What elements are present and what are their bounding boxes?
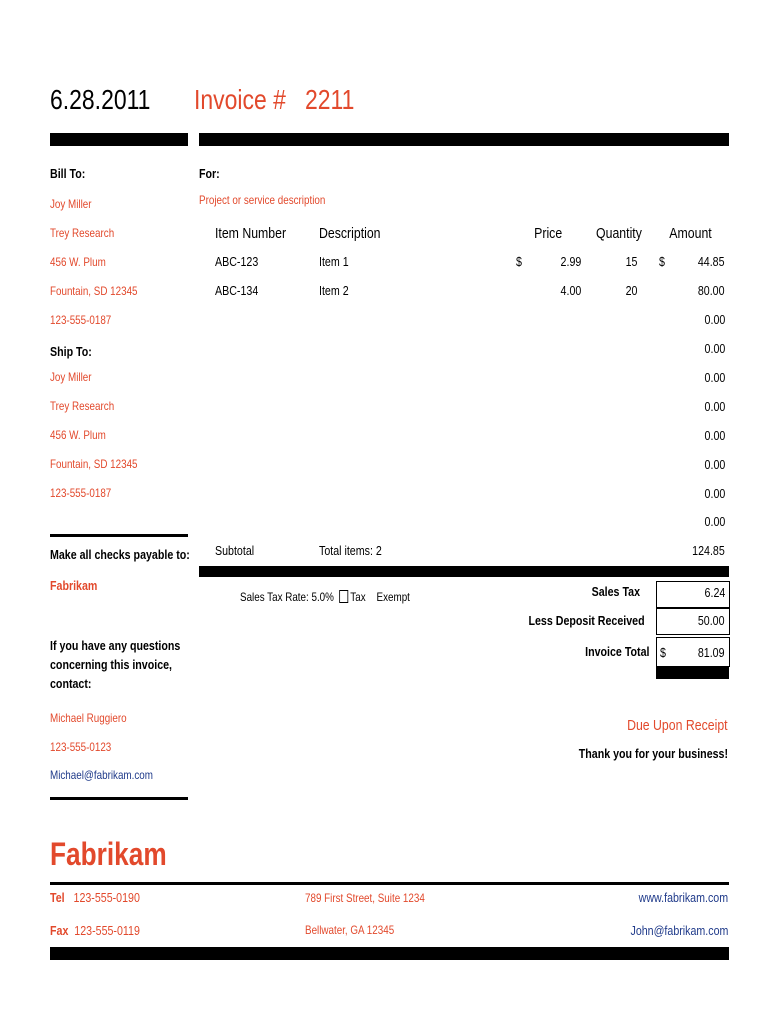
table-row-amount-currency: $: [659, 254, 665, 269]
due-upon-receipt: Due Upon Receipt: [627, 717, 728, 734]
ship-to-name: Joy Miller: [50, 370, 92, 384]
payable-label: Make all checks payable to:: [50, 547, 190, 562]
deposit-value: 50.00: [698, 613, 725, 628]
tel-number: 123-555-0190: [73, 890, 140, 905]
footer-top-bar: [50, 882, 729, 885]
footer-bottom-bar: [50, 947, 729, 960]
fax-label: Fax: [50, 923, 69, 938]
thank-you: Thank you for your business!: [578, 746, 728, 761]
col-amount: Amount: [669, 225, 712, 242]
total-items: Total items: 2: [319, 543, 382, 558]
invoice-total-value: 81.09: [698, 645, 725, 660]
table-row-item: ABC-123: [215, 254, 259, 269]
footer-fax: [50, 923, 160, 938]
bill-to-phone: 123-555-0187: [50, 313, 112, 327]
footer-address2: Bellwater, GA 12345: [305, 923, 395, 937]
total-currency: $: [660, 645, 666, 660]
left-bottom-divider: [50, 797, 188, 800]
table-row-desc: Item 2: [319, 283, 349, 298]
sales-tax-label: Sales Tax: [591, 584, 640, 599]
header-bar-right: [199, 133, 729, 146]
empty-row-amount: 0.00: [704, 486, 725, 501]
footer-address1: 789 First Street, Suite 1234: [305, 891, 425, 905]
table-row-price: 2.99: [560, 254, 581, 269]
ship-to-label: Ship To:: [50, 344, 92, 359]
col-item-number: Item Number: [215, 225, 287, 242]
total-underbar: [656, 666, 729, 679]
table-row-item: ABC-134: [215, 283, 259, 298]
table-row-desc: Item 1: [319, 254, 349, 269]
contact-name: Michael Ruggiero: [50, 711, 127, 725]
tel-label: Tel: [50, 890, 65, 905]
header-bar-left: [50, 133, 188, 146]
col-quantity: Quantity: [596, 225, 642, 242]
contact-phone: 123-555-0123: [50, 740, 112, 754]
empty-row-amount: 0.00: [704, 514, 725, 529]
col-price: Price: [533, 225, 562, 242]
invoice-total-label: Invoice Total: [584, 644, 649, 659]
footer-tel: [50, 890, 160, 905]
bill-to-name: Joy Miller: [50, 197, 92, 211]
empty-row-amount: 0.00: [704, 399, 725, 414]
ship-to-company: Trey Research: [50, 399, 115, 413]
ship-to-city: Fountain, SD 12345: [50, 457, 138, 471]
invoice-number: 2211: [305, 84, 355, 115]
project-description: Project or service description: [199, 193, 326, 207]
ship-to-street: 456 W. Plum: [50, 428, 106, 442]
table-row-amount: 80.00: [698, 283, 725, 298]
invoice-date: 6.28.2011: [50, 84, 151, 115]
footer-company: Fabrikam: [50, 836, 167, 872]
table-row-qty: 15: [625, 254, 637, 269]
sales-tax-value: 6.24: [704, 585, 725, 600]
tax-rate-line: [240, 590, 447, 604]
subtotal-label: Subtotal: [215, 543, 255, 558]
bill-to-company: Trey Research: [50, 226, 115, 240]
footer-email[interactable]: John@fabrikam.com: [630, 923, 728, 938]
col-description: Description: [319, 225, 381, 242]
payable-company: Fabrikam: [50, 578, 98, 593]
table-row-amount: 44.85: [698, 254, 725, 269]
table-row-price: 4.00: [560, 283, 581, 298]
footer-website[interactable]: www.fabrikam.com: [638, 890, 728, 905]
tax-rate-label: Sales Tax Rate: 5.0%: [240, 590, 334, 604]
empty-row-amount: 0.00: [704, 370, 725, 385]
empty-row-amount: 0.00: [704, 312, 725, 327]
fax-number: 123-555-0119: [74, 923, 140, 938]
bill-to-city: Fountain, SD 12345: [50, 284, 138, 298]
left-divider: [50, 534, 188, 537]
contact-email[interactable]: Michael@fabrikam.com: [50, 768, 153, 782]
empty-row-amount: 0.00: [704, 457, 725, 472]
questions-line3: contact:: [50, 676, 92, 691]
subtotal-bar: [199, 566, 729, 577]
invoice-label: Invoice #: [194, 84, 286, 115]
table-row-qty: 20: [625, 283, 637, 298]
questions-line1: If you have any questions: [50, 638, 181, 653]
subtotal-value: 124.85: [692, 543, 725, 558]
deposit-label: Less Deposit Received: [528, 613, 645, 628]
bill-to-street: 456 W. Plum: [50, 255, 106, 269]
empty-row-amount: 0.00: [704, 341, 725, 356]
questions-line2: concerning this invoice,: [50, 657, 173, 672]
for-label: For:: [199, 166, 220, 181]
table-row-price-currency: $: [516, 254, 522, 269]
ship-to-phone: 123-555-0187: [50, 486, 112, 500]
tax-exempt-label: Tax Exempt: [350, 590, 410, 604]
bill-to-label: Bill To:: [50, 166, 86, 181]
empty-row-amount: 0.00: [704, 428, 725, 443]
tax-exempt-checkbox[interactable]: [339, 590, 348, 603]
